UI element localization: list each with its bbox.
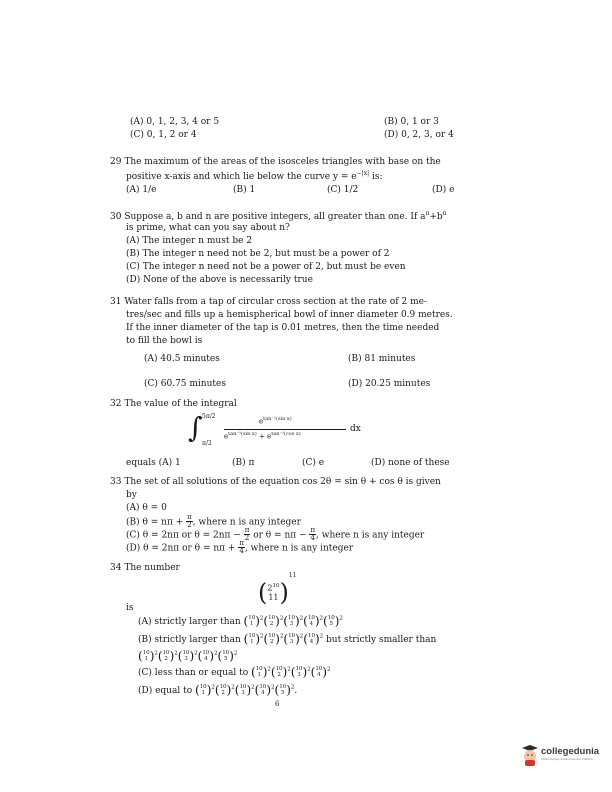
den-b-base: e	[267, 432, 272, 441]
q34-option-c	[138, 665, 331, 680]
binom-square: 2	[339, 615, 343, 622]
frac-num: π	[239, 539, 244, 547]
binom-top: 10	[162, 649, 170, 656]
binom-top: 10	[307, 614, 315, 621]
q30-option-b: (B) The integer n need not be 2, but must be a power of 2	[126, 249, 390, 259]
right-paren: )	[334, 614, 340, 628]
q31-option-c: (C) 60.75 minutes	[144, 379, 226, 389]
left-paren: (	[258, 578, 268, 607]
q30-option-a: (A) The integer n must be 2	[126, 236, 252, 246]
logo-tagline: India's largest Student Review Platform	[541, 757, 594, 761]
q28-option-c: (C) 0, 1, 2 or 4	[130, 130, 197, 140]
q30-option-c: (C) The integer n need not be a power of 2, but must be even	[126, 262, 406, 272]
den-b-exponent: tan⁻¹(cos x)	[271, 431, 301, 437]
right-paren: )	[255, 632, 261, 646]
q34-option-a	[138, 614, 343, 629]
binom-bottom: 2	[269, 638, 274, 645]
binom-set-1to4	[251, 665, 331, 679]
q33-option-a: (A) θ = 0	[126, 503, 167, 513]
binomial-coefficient	[271, 665, 291, 680]
q29-line2-end: is:	[369, 172, 383, 182]
binom-outer-exp: 11	[288, 572, 297, 579]
left-paren: (	[310, 665, 316, 679]
binomial-coefficient	[244, 632, 264, 647]
binom-stack	[308, 634, 315, 646]
den-a-base: e	[224, 432, 229, 441]
binom-top: 10	[295, 665, 303, 672]
binomial-coefficient	[303, 614, 323, 629]
q29-line2-exponent: −|x|	[356, 170, 370, 177]
frac-den: 4	[239, 547, 244, 556]
binomial-coefficient	[274, 683, 298, 698]
binom-stack	[328, 616, 335, 628]
q31-text-line4: to fill the bowl is	[126, 336, 203, 346]
binom-top: 10	[307, 632, 315, 639]
binom-set-1to4	[243, 632, 324, 646]
q34a-label: (A) strictly larger than	[138, 617, 241, 627]
right-paren: )	[229, 649, 234, 663]
binom-square: 2	[174, 650, 178, 657]
q34-big-binomial	[258, 572, 297, 607]
binom-square: 2	[251, 684, 255, 691]
left-paren: (	[263, 614, 269, 628]
binom-top-base: 2	[267, 583, 273, 593]
q30-text-line2: is prime, what can you say about n?	[126, 223, 290, 233]
binom-bottom: 2	[269, 620, 274, 627]
binom-square: 2	[214, 650, 218, 657]
q32-integral	[188, 411, 388, 452]
left-paren: (	[214, 683, 220, 697]
q30-option-d: (D) None of the above is necessarily true	[126, 275, 313, 285]
frac-den: 4	[310, 534, 315, 543]
binom-top: 10	[199, 683, 207, 690]
binom-square: 2	[231, 684, 235, 691]
q30-sup1: n	[425, 210, 430, 217]
q32-option-d: (D) none of these	[371, 458, 450, 468]
q33b-post: , where n is any integer	[192, 517, 301, 528]
right-paren: )	[262, 665, 268, 679]
right-paren: )	[149, 649, 155, 663]
q34-option-b-continued	[138, 649, 237, 664]
binomial-coefficient	[251, 665, 271, 680]
binom-top: 10	[182, 649, 190, 656]
binom-square: 2	[307, 666, 311, 673]
left-paren: (	[177, 649, 183, 663]
binomial-coefficient	[158, 649, 178, 664]
q30-text-line1	[110, 210, 447, 223]
q31-text-line3: If the inner diameter of the tap is 0.01 metres, then the time needed	[126, 323, 440, 333]
binomial-coefficient	[244, 614, 264, 629]
q32-text-line1: 32 The value of the integral	[110, 399, 237, 409]
binom-square: 2	[319, 633, 324, 640]
integral-dx: dx	[350, 424, 361, 434]
frac-num: π	[310, 526, 316, 534]
q34c-label: (C) less than or equal to	[138, 668, 249, 678]
left-paren: (	[290, 665, 296, 679]
binomial-coefficient	[283, 614, 303, 629]
binomial-coefficient	[264, 632, 284, 647]
binom-square: 2	[279, 633, 284, 640]
q31-option-b: (B) 81 minutes	[348, 354, 416, 364]
binom-stack	[143, 651, 150, 663]
frac-num: π	[244, 526, 250, 534]
binom-bottom: 1	[257, 671, 261, 678]
binom-bottom: 4	[204, 655, 208, 662]
binomial-coefficient	[138, 649, 158, 664]
binom-bottom: 1	[250, 638, 254, 645]
frac-den: 2	[187, 521, 192, 530]
q29-text-line2	[126, 170, 383, 183]
binom-top: 10	[142, 649, 150, 656]
binom-stack	[308, 616, 315, 628]
binom-top: 10	[239, 683, 247, 690]
right-paren: )	[282, 665, 288, 679]
binom-stack	[163, 651, 170, 663]
pi-over-4	[238, 540, 245, 556]
right-paren: )	[302, 665, 308, 679]
right-paren: )	[255, 614, 260, 628]
binom-square: 2	[154, 650, 158, 657]
q33d-pre: (D) θ = 2nπ or θ = nπ +	[126, 543, 239, 554]
integral-upper-limit: 5π/2	[202, 413, 216, 420]
binomial-coefficient	[255, 683, 275, 698]
q34b-label: (B) strictly larger than	[138, 635, 241, 645]
binom-bottom: 4	[309, 620, 314, 627]
left-paren: (	[251, 665, 256, 679]
q34d-end: .	[294, 686, 298, 696]
binom-bottom: 3	[184, 655, 188, 662]
q29-option-b: (B) 1	[233, 185, 256, 195]
q33c-post: , where n is any integer	[316, 530, 425, 541]
binom-top: 10	[202, 649, 210, 656]
binom-square: 2	[299, 615, 304, 622]
binom-bottom: 5	[329, 620, 333, 627]
binom-square: 2	[287, 666, 291, 673]
frac-den: 2	[244, 534, 250, 543]
binomial-coefficient	[215, 683, 235, 698]
binom-bottom: 2	[221, 689, 225, 696]
binom-bottom: 4	[317, 671, 321, 678]
q30-line1-main: 30 Suppose a, b and n are positive integers, all greater than one. If a	[110, 212, 426, 222]
q29-text-line1: 29 The maximum of the areas of the isosceles triangles with base on the	[110, 157, 441, 167]
q32-option-b: (B) π	[232, 458, 255, 468]
binom-square: 2	[271, 684, 275, 691]
binom-square: 2	[290, 684, 295, 691]
binom-stack	[256, 667, 263, 679]
q29-option-c: (C) 1/2	[327, 185, 359, 195]
left-paren: (	[217, 649, 223, 663]
integral-lower-limit: π/2	[202, 440, 212, 447]
q33b-pre: (B) θ = nπ +	[126, 517, 187, 528]
binomial-coefficient	[323, 614, 343, 629]
binom-top: 10	[268, 632, 276, 639]
q34d-label: (D) equal to	[138, 686, 193, 696]
binom-square: 2	[319, 615, 324, 622]
numerator-exponent: tan⁻¹(sin x)	[263, 416, 292, 422]
q34-option-d	[138, 683, 297, 698]
right-paren: )	[314, 614, 320, 628]
q31-text-line1: 31 Water falls from a tap of circular cross section at the rate of 2 me-	[110, 297, 427, 307]
binom-bottom: 4	[309, 638, 314, 645]
left-paren: (	[270, 665, 276, 679]
q32-option-a: equals (A) 1	[126, 458, 181, 468]
binom-bottom: 4	[261, 689, 265, 696]
binomial-coefficient	[303, 632, 323, 647]
binom-bottom: 3	[241, 689, 245, 696]
q34b-post: but strictly smaller than	[323, 635, 437, 645]
den-plus: +	[256, 432, 268, 441]
binom-square: 2	[279, 615, 284, 622]
q32-option-c: (C) e	[302, 458, 325, 468]
left-paren: (	[243, 614, 249, 628]
binom-bottom: 3	[289, 620, 294, 627]
q28-option-d: (D) 0, 2, 3, or 4	[384, 130, 454, 140]
binomial-coefficient	[195, 683, 215, 698]
binom-top: 10	[315, 665, 323, 672]
binom-square: 2	[327, 666, 331, 673]
q34-is: is	[126, 603, 134, 613]
binom-bottom: 11	[268, 592, 279, 602]
binom-square: 2	[267, 666, 271, 673]
binom-stack	[220, 685, 227, 697]
binomial-coefficient	[218, 649, 238, 664]
binom-stack	[288, 616, 295, 628]
right-paren: )	[294, 614, 300, 628]
right-paren: )	[189, 649, 195, 663]
binomial-coefficient	[291, 665, 311, 680]
binom-square: 2	[260, 633, 264, 640]
right-paren: )	[275, 632, 280, 646]
binom-bottom: 1	[144, 655, 148, 662]
binom-square: 2	[233, 650, 238, 657]
integrand-denominator	[224, 431, 301, 441]
binom-stack	[267, 583, 279, 602]
binom-set-1to5	[138, 649, 238, 663]
binom-top: 10	[279, 683, 287, 690]
left-paren: (	[283, 614, 288, 628]
q28-option-b: (B) 0, 1 or 3	[384, 117, 439, 127]
binomial-coefficient	[178, 649, 198, 664]
binom-top: 10	[248, 614, 256, 621]
left-paren: (	[274, 683, 280, 697]
q29-option-a: (A) 1/e	[126, 185, 157, 195]
q33c-pre: (C) θ = 2nπ or θ = 2nπ −	[126, 530, 244, 541]
left-paren: (	[263, 632, 269, 646]
left-paren: (	[283, 632, 289, 646]
binom-square: 2	[211, 684, 215, 691]
binom-bottom: 1	[249, 620, 254, 627]
binom-top: 10	[219, 683, 227, 690]
q28-option-a: (A) 0, 1, 2, 3, 4 or 5	[130, 117, 220, 127]
left-paren: (	[243, 632, 249, 646]
right-paren: )	[209, 649, 214, 663]
fraction-bar	[224, 429, 346, 430]
q34-text-line1: 34 The number	[110, 563, 180, 573]
left-paren: (	[195, 683, 200, 697]
binom-square: 2	[194, 650, 198, 657]
right-paren: )	[322, 665, 327, 679]
q33c-mid: or θ = nπ −	[250, 530, 310, 541]
binom-square: 2	[259, 615, 264, 622]
q31-option-d: (D) 20.25 minutes	[348, 379, 431, 389]
binom-top: 10	[288, 632, 296, 639]
right-paren: )	[314, 632, 320, 646]
left-paren: (	[157, 649, 163, 663]
binom-top: 10	[327, 614, 335, 621]
q30-sup2: n	[442, 210, 447, 217]
binom-bottom: 1	[201, 689, 205, 696]
q29-line2-main: positive x-axis and which lie below the curve y = e	[126, 172, 357, 182]
binom-top: 10	[259, 683, 267, 690]
q29-option-d: (D) e	[432, 185, 455, 195]
binom-top: 10	[248, 632, 256, 639]
binomial-coefficient	[198, 649, 218, 664]
q33-option-d	[126, 540, 353, 556]
left-paren: (	[234, 683, 240, 697]
binom-top	[267, 583, 279, 593]
q34-option-b	[138, 632, 436, 647]
binomial-coefficient	[235, 683, 255, 698]
integral-sign: ∫	[188, 411, 203, 444]
binom-top: 10	[222, 649, 230, 656]
binom-square: 2	[299, 633, 304, 640]
binom-set-1to5	[195, 683, 295, 697]
left-paren: (	[138, 649, 143, 663]
binom-top: 10	[268, 614, 276, 621]
binom-bottom: 3	[289, 638, 294, 645]
binom-stack	[200, 685, 207, 697]
right-paren: )	[279, 578, 289, 607]
binom-bottom: 5	[223, 655, 228, 662]
page-number: 6	[275, 700, 280, 708]
binom-set-1to5	[243, 614, 343, 628]
right-paren: )	[266, 683, 271, 697]
frac-num: π	[187, 513, 192, 521]
collegedunia-logo-icon	[520, 744, 540, 766]
binom-stack	[276, 667, 283, 679]
binom-top: 10	[287, 614, 295, 621]
q33d-post: , where n is any integer	[244, 543, 354, 554]
right-paren: )	[275, 614, 280, 628]
binom-bottom: 2	[164, 655, 168, 662]
logo-wordmark: collegedunia	[541, 746, 600, 757]
right-paren: )	[226, 683, 232, 697]
q33-text-line1: 33 The set of all solutions of the equation cos 2θ = sin θ + cos θ is given	[110, 477, 441, 487]
right-paren: )	[206, 683, 212, 697]
left-paren: (	[197, 649, 203, 663]
right-paren: )	[286, 683, 291, 697]
binomial-coefficient	[263, 614, 283, 629]
binomial-coefficient	[283, 632, 303, 647]
integrand-numerator	[259, 416, 292, 426]
left-paren: (	[303, 614, 308, 628]
binom-bottom: 5	[280, 689, 285, 696]
binomial-coefficient	[311, 665, 331, 680]
right-paren: )	[169, 649, 175, 663]
binom-top: 10	[255, 665, 263, 672]
left-paren: (	[323, 614, 328, 628]
q31-option-a: (A) 40.5 minutes	[144, 354, 220, 364]
numerator-base: e	[259, 417, 264, 426]
binom-bottom: 2	[277, 671, 281, 678]
binom-top-exp: 10	[272, 582, 280, 589]
q30-line1-plus: +b	[429, 212, 443, 222]
q31-text-line2: tres/sec and fills up a hemispherical bowl of inner diameter 0.9 metres.	[126, 310, 453, 320]
binom-top: 10	[275, 665, 283, 672]
binom-bottom: 3	[297, 671, 301, 678]
left-paren: (	[254, 683, 260, 697]
right-paren: )	[295, 632, 300, 646]
den-a-exponent: tan⁻¹(sin x)	[228, 431, 257, 437]
left-paren: (	[303, 632, 308, 646]
q33-text-line2: by	[126, 490, 137, 500]
right-paren: )	[246, 683, 252, 697]
